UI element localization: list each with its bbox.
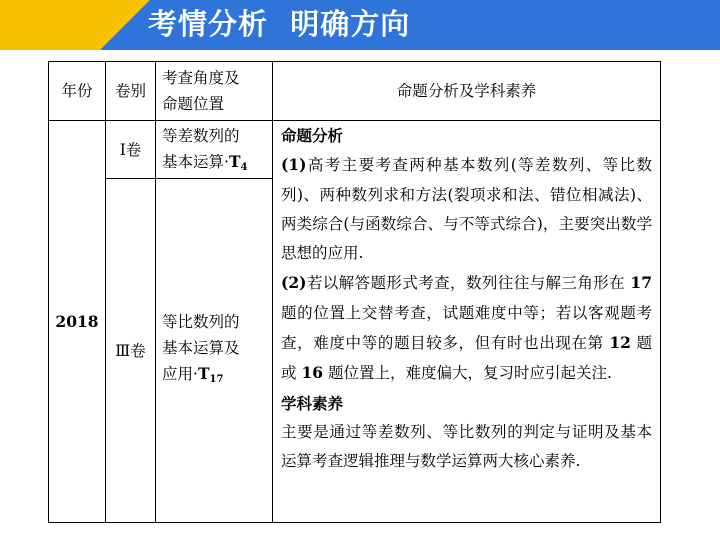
banner-title: 考情分析 明确方向 (148, 7, 411, 41)
header-year: 年份 (48, 61, 106, 121)
volume-cell-1: Ⅰ卷 (105, 120, 156, 179)
question-label-3: T (197, 363, 210, 383)
header-angle-line1: 考查角度及 (162, 69, 240, 87)
header-volume: 卷别 (105, 61, 156, 121)
question-label-1: T (228, 152, 241, 171)
analysis-point-2: (2)若以解答题形式考查，数列往往与解三角形在 17 题的位置上交替考查，试题难度中等；若以客观题考查，难度中等的题目较多，但有时也出现在第 12 题或 16 题位置上，难度偏大，复习时应引起关注. (281, 273, 652, 383)
angle-3-line1: 等比数列的 (162, 312, 240, 331)
analysis-point-1: (1)高考主要考查两种基本数列(等差数列、等比数列)、两种数列求和方法(裂项求和法、错位相减法)、两类综合(与函数综合、与不等式综合)，主要突出数学思想的应用. (281, 155, 652, 263)
header-banner (0, 0, 720, 50)
year-cell: 2018 (48, 120, 106, 523)
header-angle (155, 61, 273, 121)
angle-3-line2: 基本运算及 (162, 338, 240, 357)
exam-analysis-table (48, 61, 661, 523)
question-number-3: 17 (209, 373, 224, 385)
literacy-text: 主要是通过等差数列、等比数列的判定与证明及基本运算考查逻辑推理与数学运算两大核心素养. (281, 422, 652, 471)
analysis-heading: 命题分析 (281, 126, 344, 145)
literacy-heading: 学科素养 (281, 393, 344, 413)
angle-cell-1 (155, 120, 273, 179)
angle-cell-3 (155, 178, 273, 523)
volume-cell-3: Ⅲ卷 (105, 178, 156, 523)
question-number-1: 4 (240, 162, 248, 173)
analysis-cell (272, 120, 661, 523)
header-angle-line2: 命题位置 (162, 95, 225, 113)
angle-1-line1: 等差数列的 (162, 127, 240, 145)
header-analysis: 命题分析及学科素养 (272, 61, 661, 121)
angle-3-line3: 应用$\cdot T_{17}$ (162, 363, 224, 385)
angle-1-line2: 基本运算$\cdot T_4$ (162, 152, 248, 173)
